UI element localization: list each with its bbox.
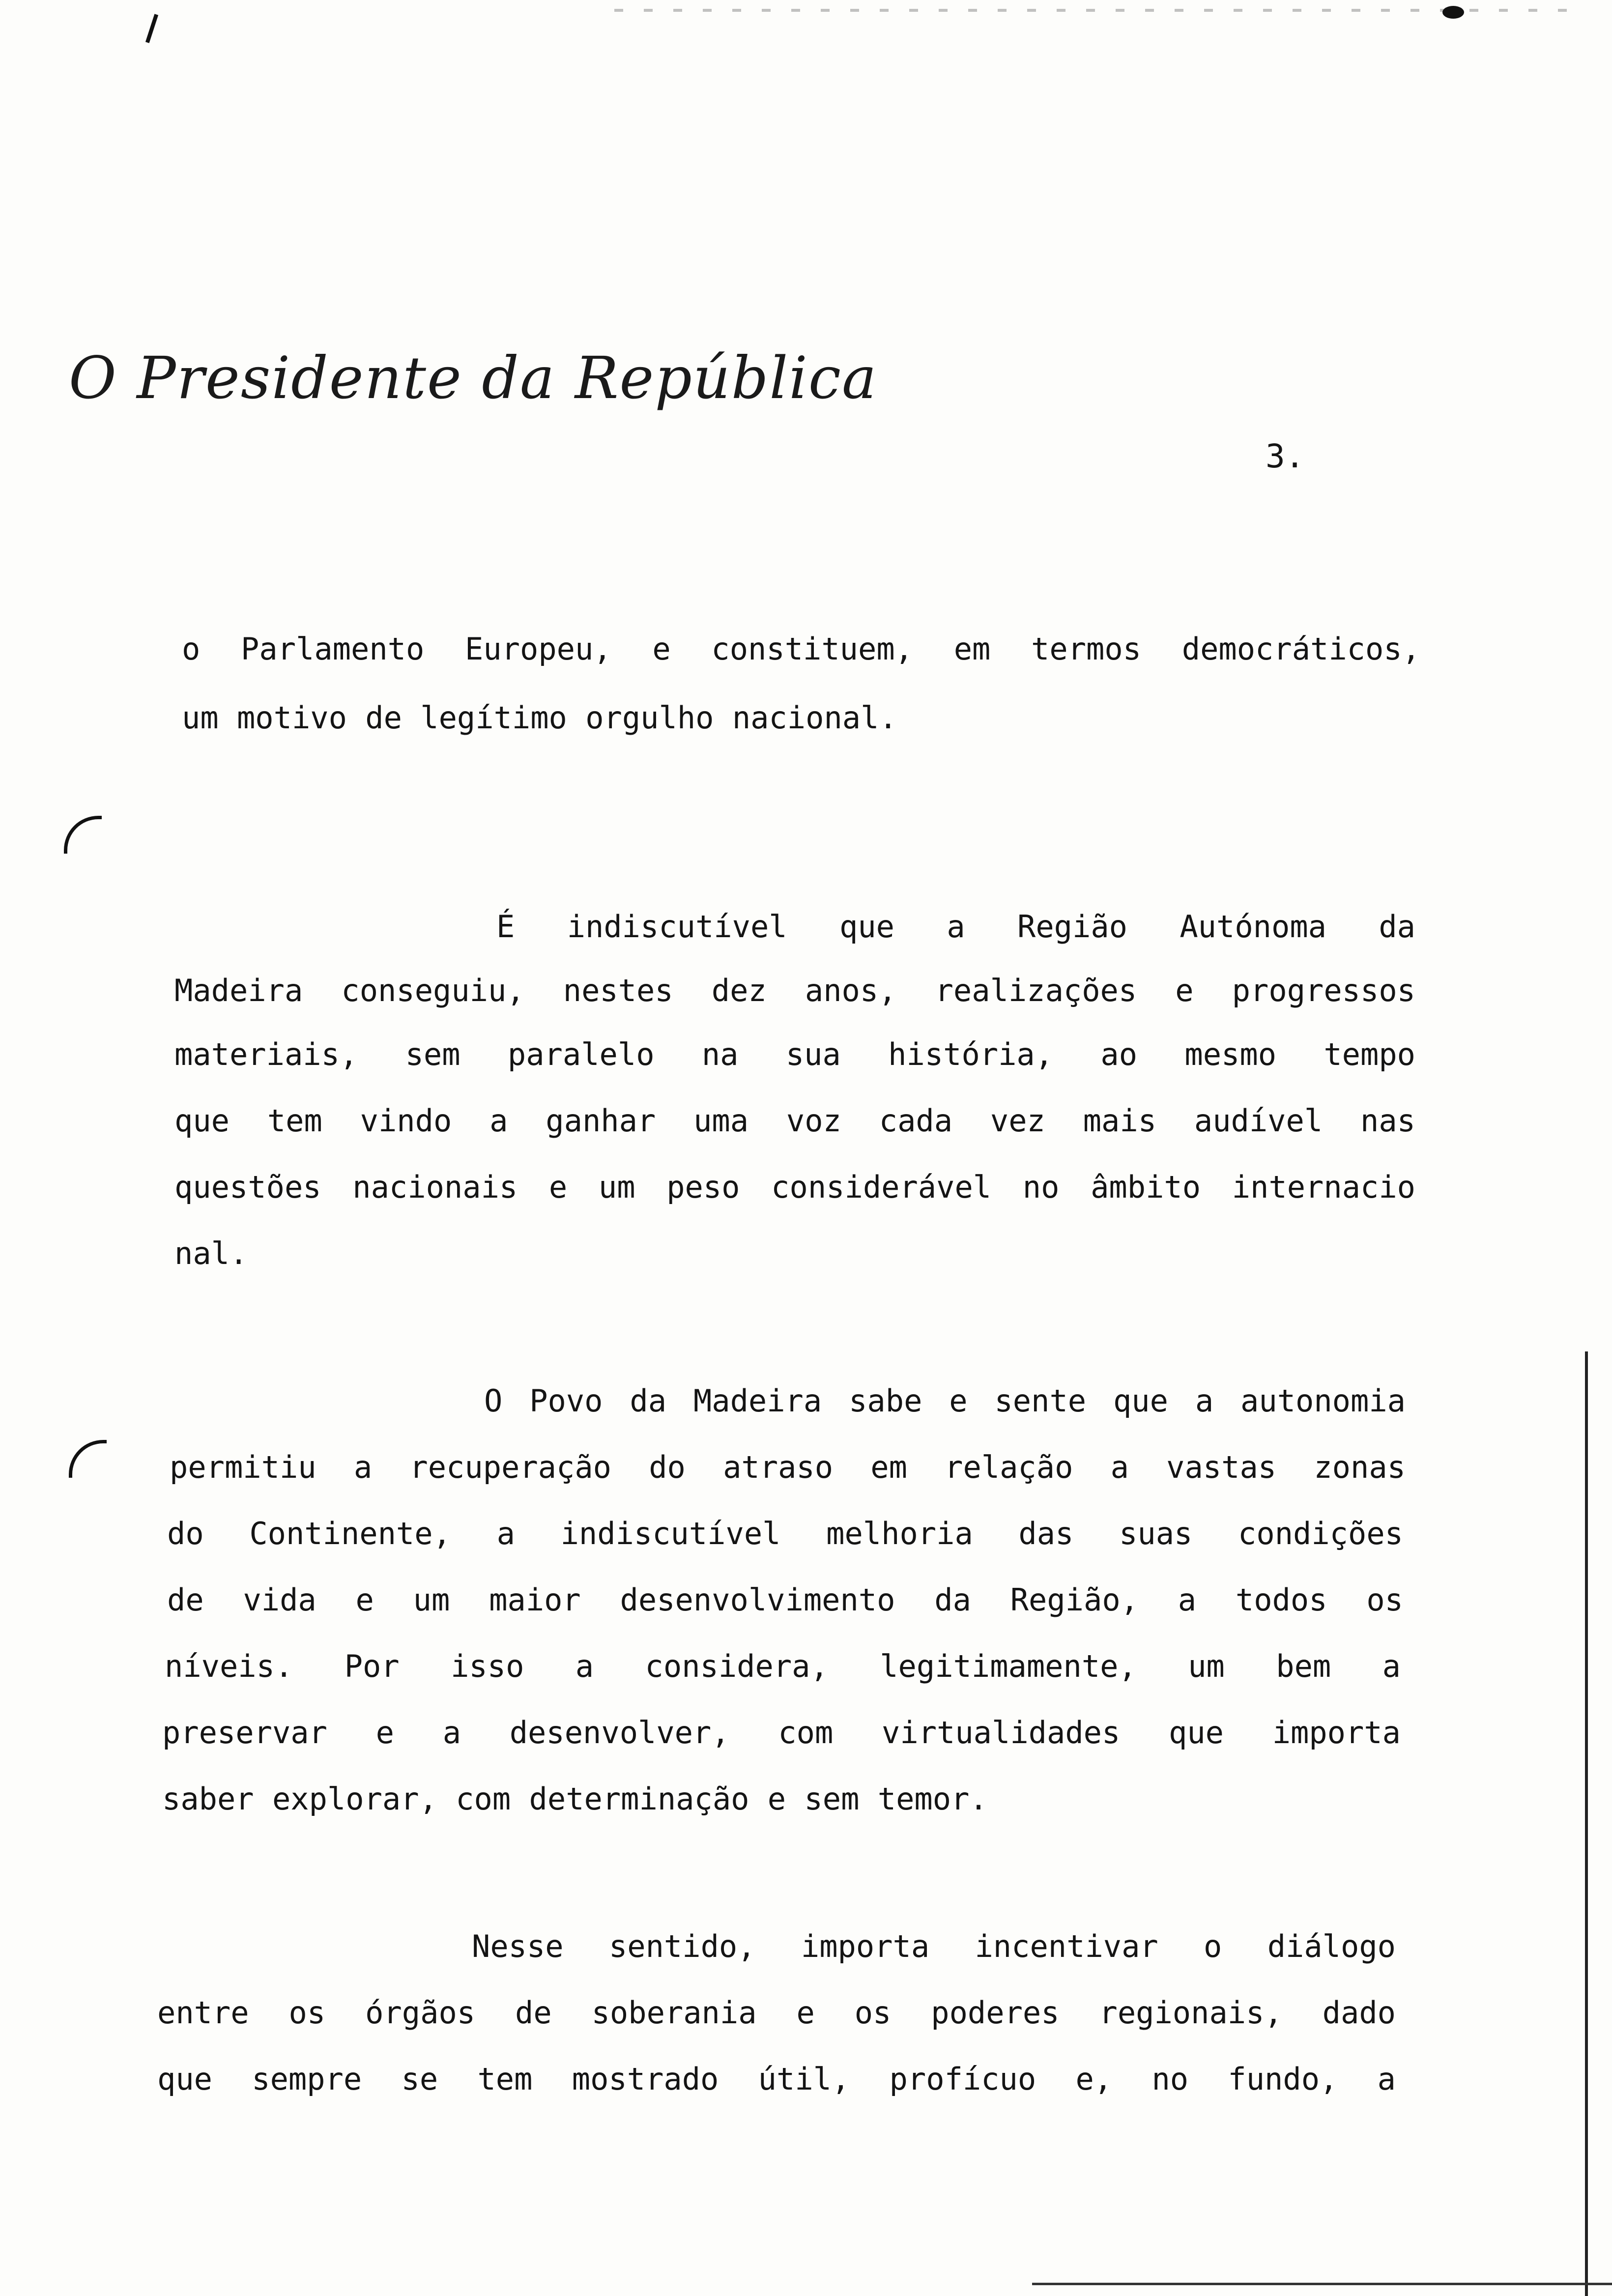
- text-line: materiais, sem paralelo na sua história, ao mesmo tempo: [174, 1036, 1415, 1072]
- text-line: saber explorar, com determinação e sem temor.: [162, 1781, 988, 1817]
- page-edge: [1032, 2283, 1612, 2285]
- page-number: 3.: [1266, 437, 1305, 475]
- text-line: O Povo da Madeira sabe e sente que a autonomia: [484, 1383, 1406, 1419]
- text-line: questões nacionais e um peso considerável no âmbito internacio: [174, 1169, 1415, 1205]
- text-line: preservar e a desenvolver, com virtualidades que importa: [162, 1715, 1401, 1751]
- text-line: o Parlamento Europeu, e constituem, em termos democráticos,: [182, 631, 1420, 667]
- text-line: níveis. Por isso a considera, legitimamente, um bem a: [165, 1648, 1401, 1684]
- margin-mark: [64, 816, 102, 854]
- text-line: Madeira conseguiu, nestes dez anos, realizações e progressos: [174, 973, 1415, 1008]
- page-edge: [1585, 1351, 1588, 2296]
- text-line: É indiscutível que a Região Autónoma da: [496, 909, 1415, 945]
- text-line: um motivo de legítimo orgulho nacional.: [182, 700, 897, 736]
- margin-mark: [145, 14, 158, 43]
- scan-artifact: [614, 9, 1573, 12]
- letterhead: O Presidente da República: [69, 344, 878, 412]
- text-line: permitiu a recuperação do atraso em relação a vastas zonas: [170, 1449, 1406, 1485]
- scan-artifact: [1442, 6, 1464, 19]
- text-line: que sempre se tem mostrado útil, profícuo e, no fundo, a: [157, 2061, 1396, 2097]
- text-line: de vida e um maior desenvolvimento da Região, a todos os: [167, 1582, 1403, 1618]
- text-line: nal.: [174, 1235, 248, 1271]
- margin-mark: [69, 1440, 107, 1478]
- text-line: que tem vindo a ganhar uma voz cada vez mais audível nas: [174, 1103, 1415, 1139]
- text-line: Nesse sentido, importa incentivar o diálogo: [472, 1928, 1396, 1964]
- text-line: entre os órgãos de soberania e os poderes regionais, dado: [157, 1995, 1396, 2031]
- text-line: do Continente, a indiscutível melhoria das suas condições: [167, 1516, 1403, 1551]
